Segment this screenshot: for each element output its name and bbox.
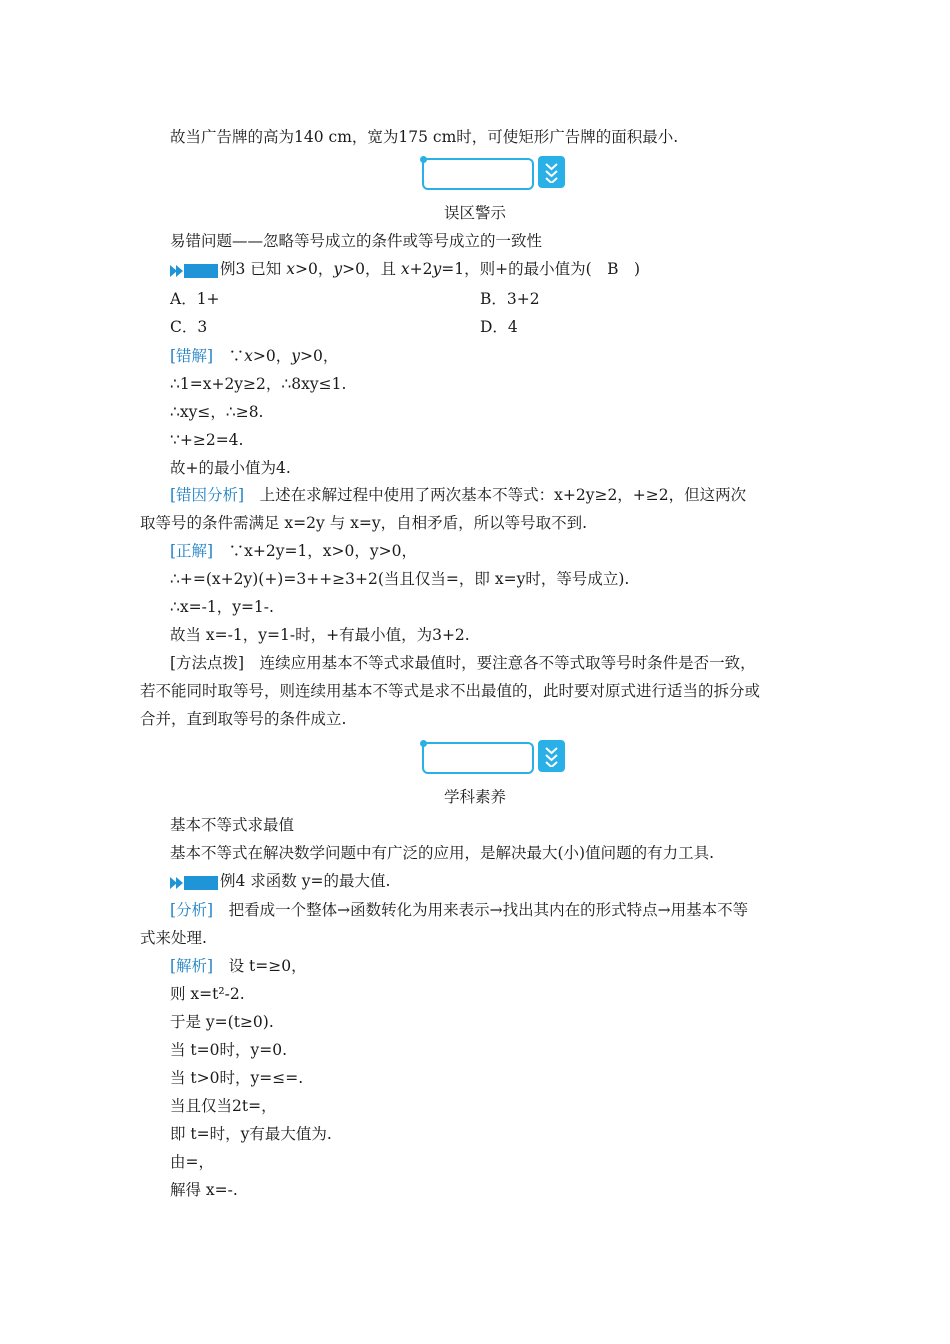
section-banner — [422, 156, 566, 190]
badge-bar — [184, 876, 218, 890]
stem-text: 已知 — [245, 260, 287, 278]
analysis-tag: [分析] — [170, 901, 214, 919]
section-subtitle: 基本不等式求最值 — [170, 816, 295, 834]
wrong-solution-tag: [错解] — [170, 347, 214, 365]
text: ∵x+2y=1，x>0，y>0， — [213, 542, 418, 560]
section-title: 误区警示 — [443, 204, 506, 222]
example-badge — [170, 264, 218, 278]
example-label: 例3 — [220, 260, 246, 278]
solution-line-2: 则 x=t²-2. — [170, 985, 245, 1003]
banner-box — [422, 742, 534, 774]
solution-line-5: 当 t>0时，y=≤=. — [170, 1069, 304, 1087]
stem-text: >0，且 — [342, 260, 401, 278]
option-d: D．4 — [480, 318, 518, 336]
chevron-down-icon — [538, 156, 565, 188]
chevron-down-icon — [538, 740, 565, 772]
stem-text: +2 — [409, 260, 433, 278]
text: 把看成一个整体→函数转化为用来表示→找出其内在的形式特点→用基本不等 — [213, 901, 749, 919]
method-tag: [方法点拨] — [170, 654, 245, 672]
stem-text: =1，则+的最小值为( B ) — [441, 260, 641, 278]
method-line-1 — [170, 652, 756, 674]
fast-forward-icon — [170, 877, 184, 889]
text: >0， — [252, 347, 292, 365]
text: >0， — [300, 347, 339, 365]
option-b: B．3+2 — [480, 290, 540, 308]
var-y: y — [432, 260, 442, 278]
var-x: x — [286, 260, 295, 278]
correct-solution-line-2: ∴+=(x+2y)(+)=3++≥3+2(当且仅当=，即 x=y时，等号成立). — [170, 570, 630, 588]
example-badge — [170, 876, 218, 890]
wrong-solution-line-1 — [170, 345, 338, 367]
var-x: x — [244, 347, 253, 365]
stem-text: 求函数 y=的最大值. — [245, 872, 391, 890]
var-y: y — [291, 347, 300, 365]
section-intro: 基本不等式在解决数学问题中有广泛的应用，是解决最大(小)值问题的有力工具. — [170, 844, 715, 862]
stem-text: >0， — [294, 260, 334, 278]
banner-dot — [420, 156, 427, 163]
banner-box — [422, 158, 534, 190]
wrong-solution-line-2: ∴1=x+2y≥2，∴8xy≤1. — [170, 375, 347, 393]
analysis-line-2: 式来处理. — [140, 929, 207, 947]
section-title: 学科素养 — [443, 788, 506, 806]
solution-tag: [解析] — [170, 957, 214, 975]
fast-forward-icon — [170, 265, 184, 277]
correct-solution-line-4: 故当 x=-1，y=1-时，+有最小值，为3+2. — [170, 626, 470, 644]
error-analysis-tag: [错因分析] — [170, 486, 245, 504]
correct-solution-line-1 — [170, 540, 417, 562]
text: ∵ — [213, 347, 245, 365]
wrong-solution-line-4: ∵+≥2=4. — [170, 431, 244, 449]
option-a: A．1+ — [170, 290, 220, 308]
banner-dot — [420, 740, 427, 747]
solution-line-9: 解得 x=-. — [170, 1181, 238, 1199]
method-line-3: 合并，直到取等号的条件成立. — [140, 710, 347, 728]
example-4-stem — [220, 870, 390, 892]
solution-line-1 — [170, 955, 307, 977]
example-3-stem — [220, 258, 640, 280]
analysis-line-1 — [170, 899, 748, 921]
text: 上述在求解过程中使用了两次基本不等式：x+2y≥2，+≥2，但这两次 — [244, 486, 747, 504]
error-analysis-line-2: 取等号的条件需满足 x=2y 与 x=y，自相矛盾，所以等号取不到. — [140, 514, 588, 532]
badge-bar — [184, 264, 218, 278]
solution-line-4: 当 t=0时，y=0. — [170, 1041, 288, 1059]
method-line-2: 若不能同时取等号，则连续用基本不等式是求不出最值的，此时要对原式进行适当的拆分或 — [140, 682, 761, 700]
correct-solution-line-3: ∴x=-1，y=1-. — [170, 598, 274, 616]
error-analysis-line-1 — [170, 484, 746, 506]
solution-line-8: 由=， — [170, 1153, 214, 1171]
conclusion-line: 故当广告牌的高为140 cm，宽为175 cm时，可使矩形广告牌的面积最小. — [170, 128, 679, 146]
correct-solution-tag: [正解] — [170, 542, 214, 560]
wrong-solution-line-5: 故+的最小值为4. — [170, 459, 291, 477]
solution-line-6: 当且仅当2t=， — [170, 1097, 277, 1115]
solution-line-7: 即 t=时，y有最大值为. — [170, 1125, 332, 1143]
section-banner — [422, 740, 566, 774]
example-label: 例4 — [220, 872, 246, 890]
section-subtitle: 易错问题——忽略等号成立的条件或等号成立的一致性 — [170, 232, 543, 250]
var-y: y — [333, 260, 343, 278]
solution-line-3: 于是 y=(t≥0). — [170, 1013, 274, 1031]
wrong-solution-line-3: ∴xy≤，∴≥8. — [170, 403, 264, 421]
var-x: x — [400, 260, 410, 278]
text: 设 t=≥0， — [213, 957, 307, 975]
text: 连续应用基本不等式求最值时，要注意各不等式取等号时条件是否一致， — [244, 654, 756, 672]
option-c: C．3 — [170, 318, 208, 336]
